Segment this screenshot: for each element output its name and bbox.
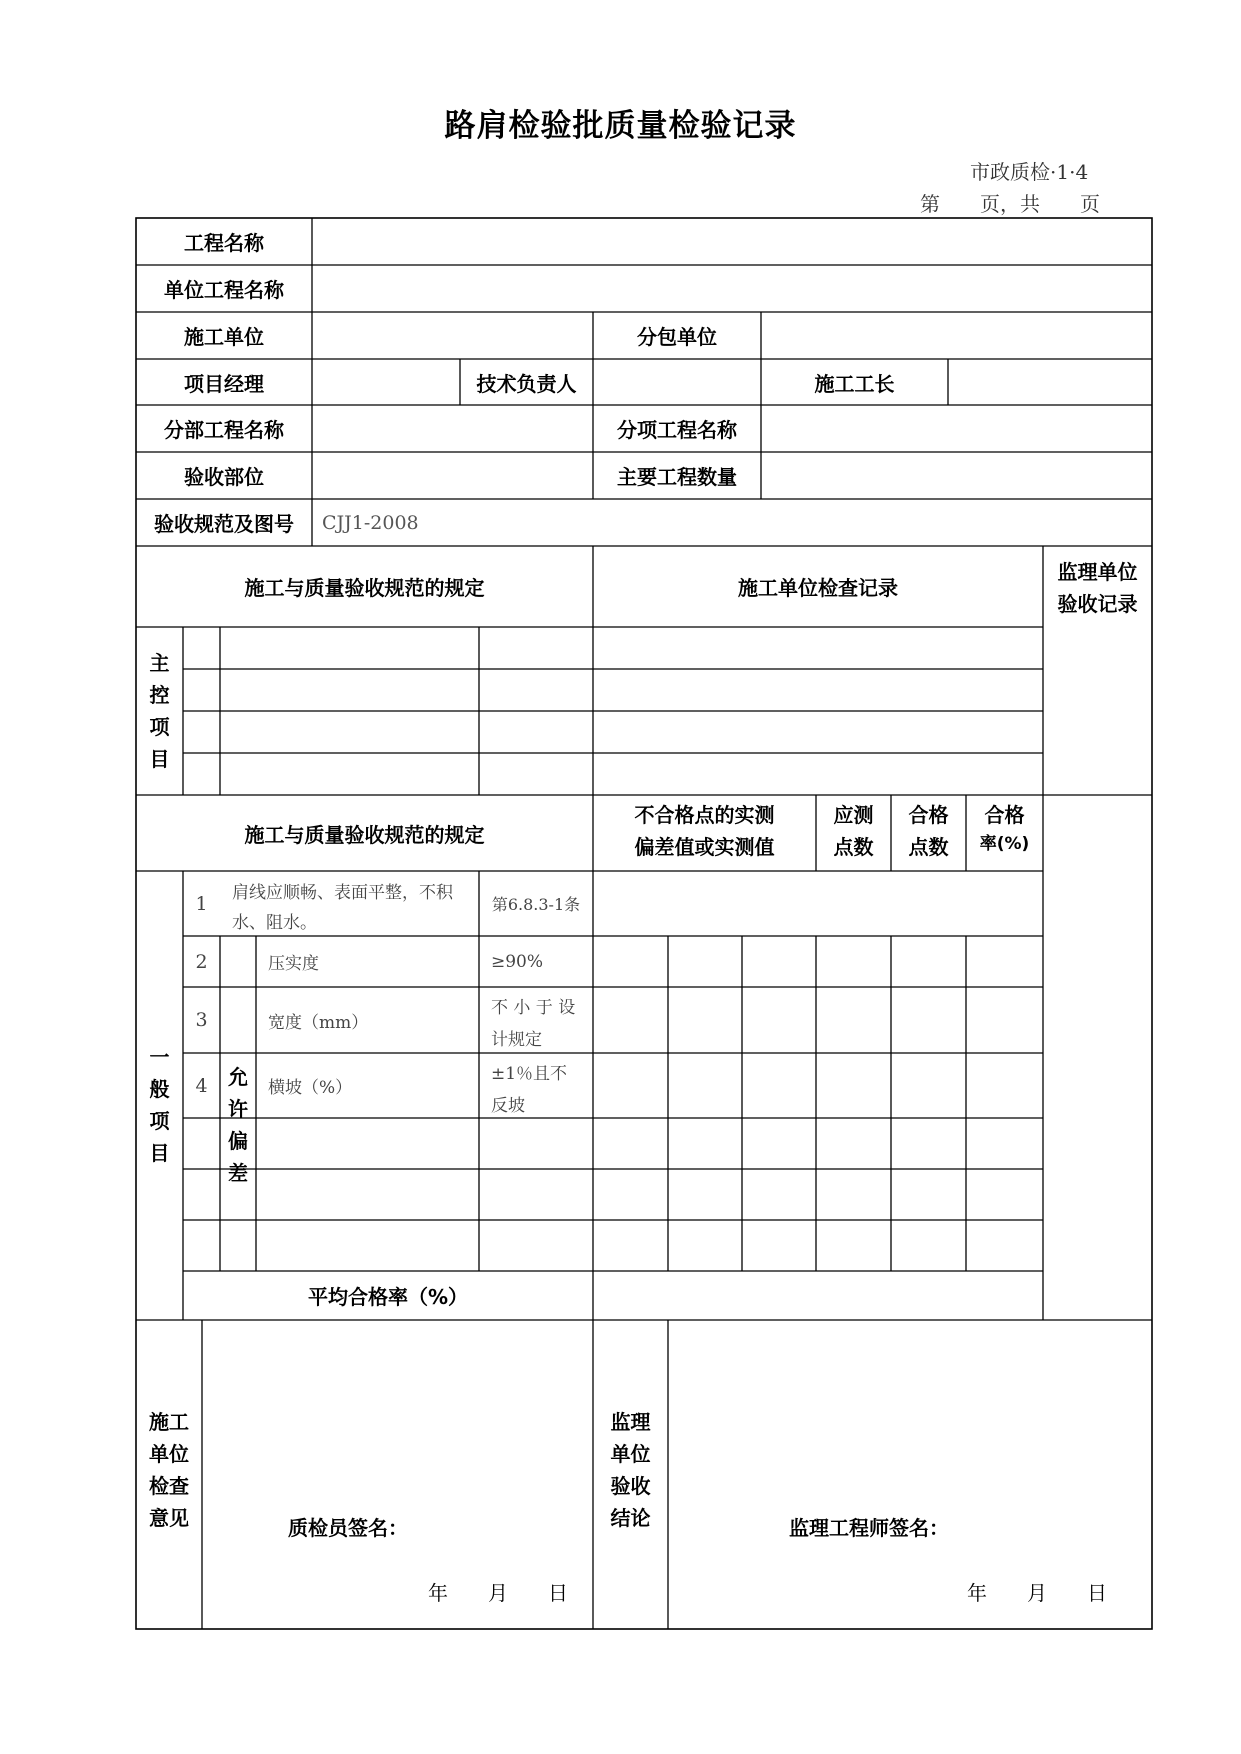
should-points-header [816, 799, 891, 869]
general-label-char: 目 [149, 1141, 170, 1165]
tech-lead-field[interactable] [593, 359, 761, 405]
project-manager-field[interactable] [312, 359, 460, 405]
item-description: 横坡（%） [268, 1078, 353, 1098]
page-number-line: 第 页，共 页 [920, 192, 1100, 216]
deviation-header-line1: 不合格点的实测 [634, 803, 775, 827]
engineer-signature-label: 监理工程师签名： [789, 1516, 949, 1540]
item-number: 1 [195, 892, 208, 915]
contractor-opinion-label [136, 1400, 202, 1540]
general-label-char: 项 [149, 1109, 170, 1133]
item-desc-line1: 肩线应顺畅、表面平整，不积 [232, 883, 453, 903]
item-description: 压实度 [268, 954, 319, 974]
subcontractor-label: 分包单位 [637, 325, 717, 349]
main-control-label [136, 627, 183, 795]
main-quantity-field[interactable] [761, 452, 1152, 499]
spec-value-text: CJJ1-2008 [322, 511, 419, 534]
section1-spec-header: 施工与质量验收规范的规定 [244, 576, 485, 600]
opinion-label-line: 单位 [149, 1442, 189, 1466]
main-label-char: 目 [149, 747, 170, 771]
item-name-field[interactable] [761, 405, 1152, 452]
section2-spec-header: 施工与质量验收规范的规定 [244, 822, 485, 847]
item-req-line1: 不 小 于 设 [491, 998, 576, 1018]
date-left: 年 月 日 [428, 1581, 568, 1605]
average-pass-rate-field[interactable] [593, 1271, 1043, 1320]
contractor-label: 施工单位 [184, 325, 264, 349]
item-requirement [491, 992, 575, 1057]
acceptance-part-label: 验收部位 [184, 465, 264, 489]
unit-project-field[interactable] [312, 265, 1152, 312]
should-header-line1: 应测 [833, 803, 874, 827]
supervisor-header-line2: 验收记录 [1057, 592, 1138, 616]
tech-lead-label: 技术负责人 [476, 371, 577, 396]
conclusion-label-line: 结论 [610, 1506, 651, 1530]
main-label-char: 主 [149, 651, 170, 675]
general-label-char: 一 [149, 1045, 170, 1069]
allow-label-char: 差 [228, 1161, 248, 1185]
division-name-label: 分部工程名称 [164, 418, 284, 442]
date-right: 年 月 日 [967, 1581, 1107, 1605]
deviation-header [593, 799, 816, 869]
item-number: 2 [195, 950, 208, 973]
acceptance-part-field[interactable] [312, 452, 593, 499]
item-name-label: 分项工程名称 [617, 418, 737, 442]
supervisor-conclusion-label [593, 1400, 668, 1540]
project-name-label: 工程名称 [184, 231, 264, 255]
average-pass-rate-label: 平均合格率（%） [307, 1285, 469, 1309]
item-requirement [491, 1058, 567, 1123]
pass-header-line2: 点数 [908, 835, 949, 859]
opinion-label-line: 意见 [149, 1506, 189, 1530]
item-requirement: ≥90% [491, 951, 544, 972]
rate-header-line1: 合格 [984, 803, 1025, 827]
subcontractor-field[interactable] [761, 312, 1152, 359]
main-label-char: 控 [149, 683, 170, 707]
item-number: 4 [195, 1074, 208, 1097]
item-req-line1: ±1％且不 [491, 1064, 568, 1084]
general-label-char: 般 [149, 1077, 170, 1101]
item-number: 3 [195, 1009, 208, 1031]
pass-header-line1: 合格 [908, 803, 949, 827]
spec-label: 验收规范及图号 [154, 512, 294, 536]
conclusion-label-line: 监理 [610, 1410, 651, 1434]
general-items-label [136, 1020, 183, 1190]
allow-label-char: 允 [228, 1065, 248, 1089]
conclusion-label-line: 验收 [610, 1474, 651, 1498]
main-quantity-label: 主要工程数量 [617, 465, 737, 489]
item-req-line2: 反坡 [491, 1096, 525, 1117]
main-label-char: 项 [149, 715, 170, 739]
allow-label-char: 许 [228, 1097, 248, 1121]
contractor-field[interactable] [312, 312, 593, 359]
section1-record-header: 施工单位检查记录 [738, 576, 898, 600]
item-req-line2: 计规定 [491, 1030, 542, 1051]
item-description: 宽度（mm） [268, 1012, 369, 1033]
supervisor-header-line1: 监理单位 [1057, 560, 1138, 584]
pass-rate-header [966, 799, 1043, 869]
allow-label-char: 偏 [228, 1129, 248, 1153]
item-desc-line2: 水、阻水。 [232, 912, 317, 933]
item-description [232, 879, 477, 939]
form-code: 市政质检·1·4 [970, 160, 1089, 184]
inspector-signature-label: 质检员签名： [288, 1516, 408, 1540]
rate-header-line2: 率(%) [979, 834, 1030, 854]
unit-project-label: 单位工程名称 [164, 278, 284, 302]
conclusion-label-line: 单位 [610, 1442, 651, 1466]
division-name-field[interactable] [312, 405, 593, 452]
document-title: 路肩检验批质量检验记录 [444, 108, 797, 144]
pass-points-header [891, 799, 966, 869]
deviation-header-line2: 偏差值或实测值 [634, 835, 775, 859]
foreman-field[interactable] [948, 359, 1152, 405]
supervisor-record-header [1043, 556, 1152, 626]
foreman-label: 施工工长 [814, 371, 895, 396]
should-header-line2: 点数 [833, 835, 874, 859]
project-manager-label: 项目经理 [184, 371, 264, 396]
opinion-label-line: 检查 [149, 1474, 189, 1498]
item-requirement: 第6.8.3-1条 [491, 895, 581, 914]
allowable-deviation-label [220, 1040, 256, 1210]
opinion-label-line: 施工 [149, 1410, 189, 1434]
spec-value [322, 499, 419, 546]
project-name-field[interactable] [312, 218, 1152, 265]
